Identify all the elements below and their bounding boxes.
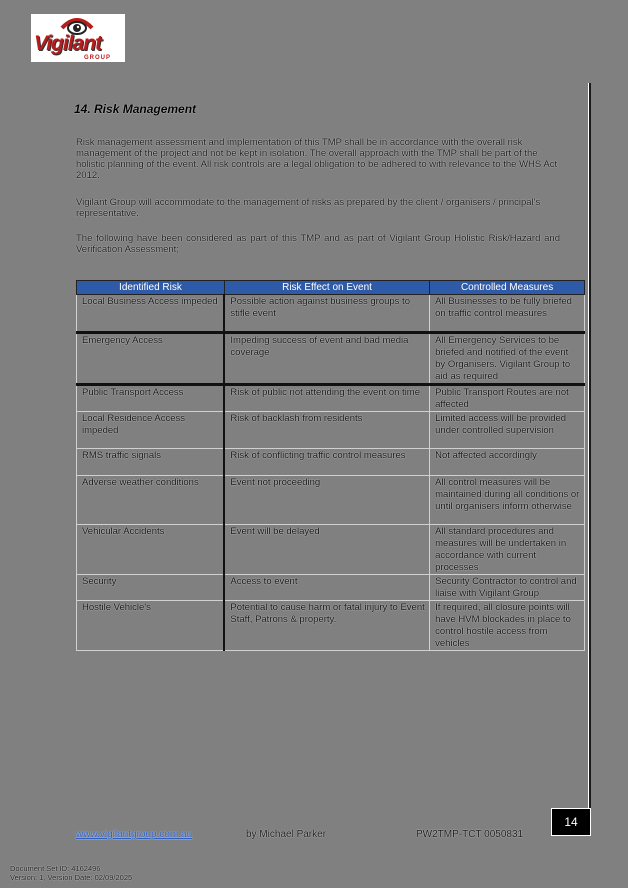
page-border-line (588, 83, 591, 811)
cell-effect: Impeding success of event and bad media coverage (224, 333, 429, 385)
table-row (77, 525, 585, 575)
cell-effect: Access to event (224, 575, 429, 601)
footer-author: by Michael Parker (246, 829, 327, 840)
column-header-risk-effect: Risk Effect on Event (224, 281, 429, 295)
logo-brand-text: Vigilant (34, 32, 102, 55)
table-row (77, 333, 585, 385)
table-row (77, 476, 585, 525)
cell-risk: Local Business Access impeded (77, 295, 225, 333)
cell-effect: Event not proceeding (224, 476, 429, 525)
cell-measure: Not affected accordingly (430, 449, 585, 476)
cell-risk: Public Transport Access (77, 385, 225, 412)
table-header-row (77, 281, 585, 295)
cell-effect: Risk of backlash from residents (224, 412, 429, 449)
table-row (77, 575, 585, 601)
section-heading: 14. Risk Management (74, 102, 197, 116)
cell-risk: Local Residence Access impeded (77, 412, 225, 449)
cell-risk: Hostile Vehicle's (77, 601, 225, 651)
cell-risk: Vehicular Accidents (77, 525, 225, 575)
column-header-identified-risk: Identified Risk (77, 281, 225, 295)
page-number-badge: 14 (551, 808, 591, 836)
website-link[interactable]: www.vigilantgroup.com.au (76, 829, 193, 840)
risk-table (76, 280, 585, 651)
table-row (77, 601, 585, 651)
paragraph-considerations: The following have been considered as part of this TMP and as part of Vigilant Group Holistic Risk/Hazard and Verification Assessment; (76, 233, 560, 255)
cell-effect: Risk of conflicting traffic control measures (224, 449, 429, 476)
cell-measure: Security Contractor to control and liaise with Vigilant Group (430, 575, 585, 601)
document-set-id: Document Set ID: 4162496 (10, 864, 101, 873)
table-row (77, 385, 585, 412)
cell-measure: If required, all closure points will have HVM blockades in place to control hostile access from vehicles (430, 601, 585, 651)
cell-measure: All control measures will be maintained during all conditions or until organisers inform otherwise (430, 476, 585, 525)
cell-effect: Possible action against business groups to stifle event (224, 295, 429, 333)
cell-effect: Event will be delayed (224, 525, 429, 575)
cell-measure: All Businesses to be fully briefed on traffic control measures (430, 295, 585, 333)
cell-risk: Security (77, 575, 225, 601)
paragraph-accommodation: Vigilant Group will accommodate to the management of risks as prepared by the client / organisers / principal's representative. (76, 197, 541, 219)
cell-measure: All standard procedures and measures will be undertaken in accordance with current processes (430, 525, 585, 575)
paragraph-risk-assessment: Risk management assessment and implementation of this TMP shall be in accordance with the overall risk management of the project and not be kept in isolation. The overall approach with the TMP shall be part of the holistic planning of the event. All risk controls are a legal obligation to be adhered to with relevance to the WHS Act 2012. (76, 137, 558, 181)
footer-document-ref: PW2TMP-TCT 0050831 (416, 829, 524, 840)
version-info: Version: 1, Version Date: 02/09/2025 (10, 873, 133, 882)
cell-risk: RMS traffic signals (77, 449, 225, 476)
table-row (77, 449, 585, 476)
cell-risk: Emergency Access (77, 333, 225, 385)
table-row (77, 412, 585, 449)
vigilant-logo (31, 14, 125, 62)
document-id-block (10, 864, 132, 882)
cell-effect: Potential to cause harm or fatal injury to Event Staff, Patrons & property. (224, 601, 429, 651)
cell-risk: Adverse weather conditions (77, 476, 225, 525)
logo-sub-text: GROUP (84, 55, 112, 61)
cell-measure: All Emergency Services to be briefed and notified of the event by Organisers. Vigilant Group to aid as required (430, 333, 585, 385)
cell-measure: Public Transport Routes are not affected (430, 385, 585, 412)
table-row (77, 295, 585, 333)
cell-measure: Limited access will be provided under controlled supervision (430, 412, 585, 449)
cell-effect: Risk of public not attending the event on time (224, 385, 429, 412)
column-header-controlled-measures: Controlled Measures (430, 281, 585, 295)
